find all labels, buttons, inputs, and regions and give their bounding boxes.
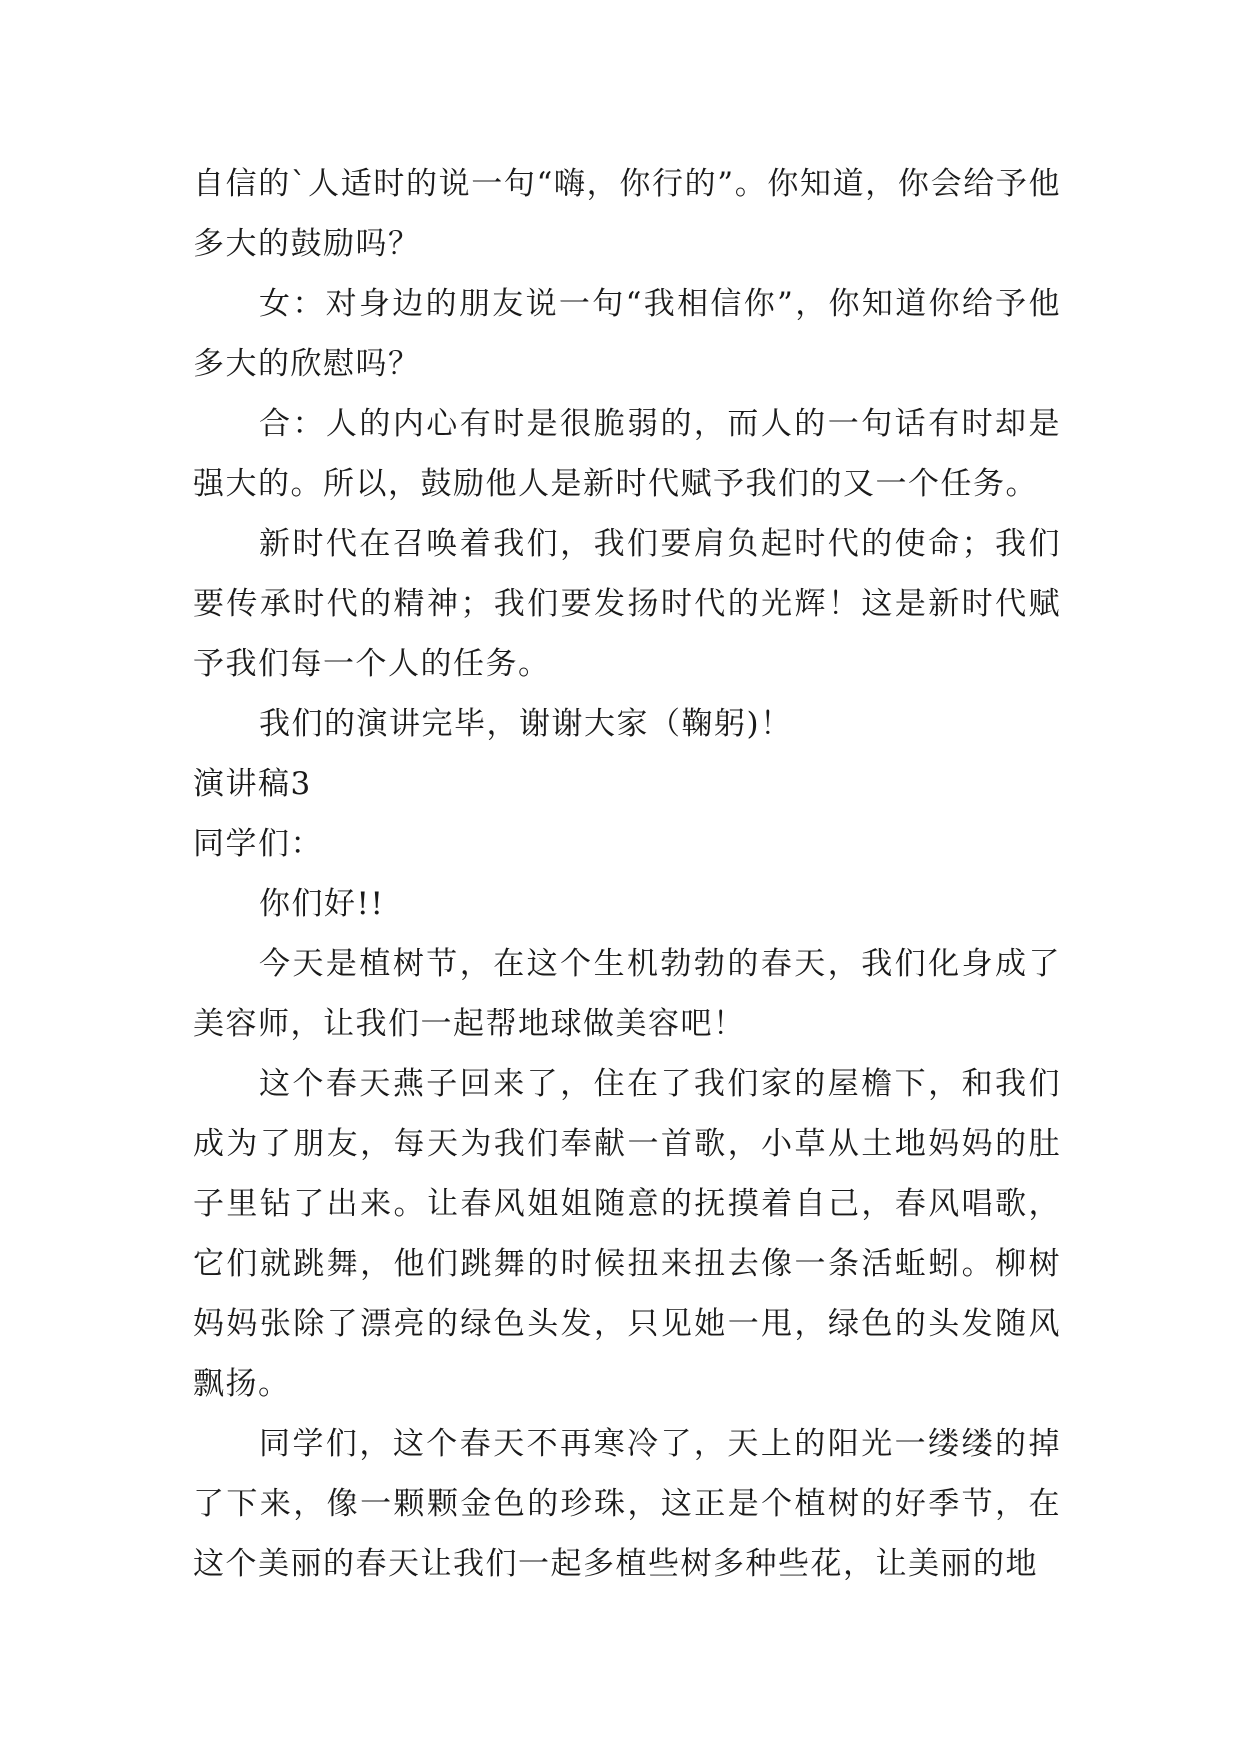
paragraph-5: 我们的演讲完毕，谢谢大家（鞠躬)！ <box>259 706 793 742</box>
paragraph-3: 合：人的内心有时是很脆弱的，而人的一句话有时却是强大的。所以，鼓励他人是新时代赋予我们的又一个任务。 <box>193 406 1061 502</box>
paragraph-greeting: 你们好!! <box>259 886 385 922</box>
paragraph-11: 同学们，这个春天不再寒冷了，天上的阳光一缕缕的掉了下来，像一颗颗金色的珍珠，这正是个植树的好季节，在这个美丽的春天让我们一起多植些树多种些花，让美丽的地 <box>193 1426 1061 1582</box>
paragraph-2: 女：对身边的朋友说一句“我相信你”，你知道你给予他多大的欣慰吗？ <box>193 286 1061 382</box>
section-heading: 演讲稿3 <box>193 766 312 802</box>
paragraph-9: 今天是植树节，在这个生机勃勃的春天，我们化身成了美容师，让我们一起帮地球做美容吧！ <box>193 946 1061 1042</box>
document-body <box>193 154 1061 1594</box>
paragraph-1: 自信的`人适时的说一句“嗨，你行的”。你知道，你会给予他多大的鼓励吗？ <box>193 166 1061 262</box>
paragraph-4: 新时代在召唤着我们，我们要肩负起时代的使命；我们要传承时代的精神；我们要发扬时代的光辉！这是新时代赋予我们每一个人的任务。 <box>193 526 1061 682</box>
salutation: 同学们： <box>193 826 323 862</box>
paragraph-10: 这个春天燕子回来了，住在了我们家的屋檐下，和我们成为了朋友，每天为我们奉献一首歌，小草从土地妈妈的肚子里钻了出来。让春风姐姐随意的抚摸着自己，春风唱歌，它们就跳舞，他们跳舞的时候扭来扭去像一条活蚯蚓。柳树妈妈张除了漂亮的绿色头发，只见她一甩，绿色的头发随风飘扬。 <box>193 1066 1061 1402</box>
